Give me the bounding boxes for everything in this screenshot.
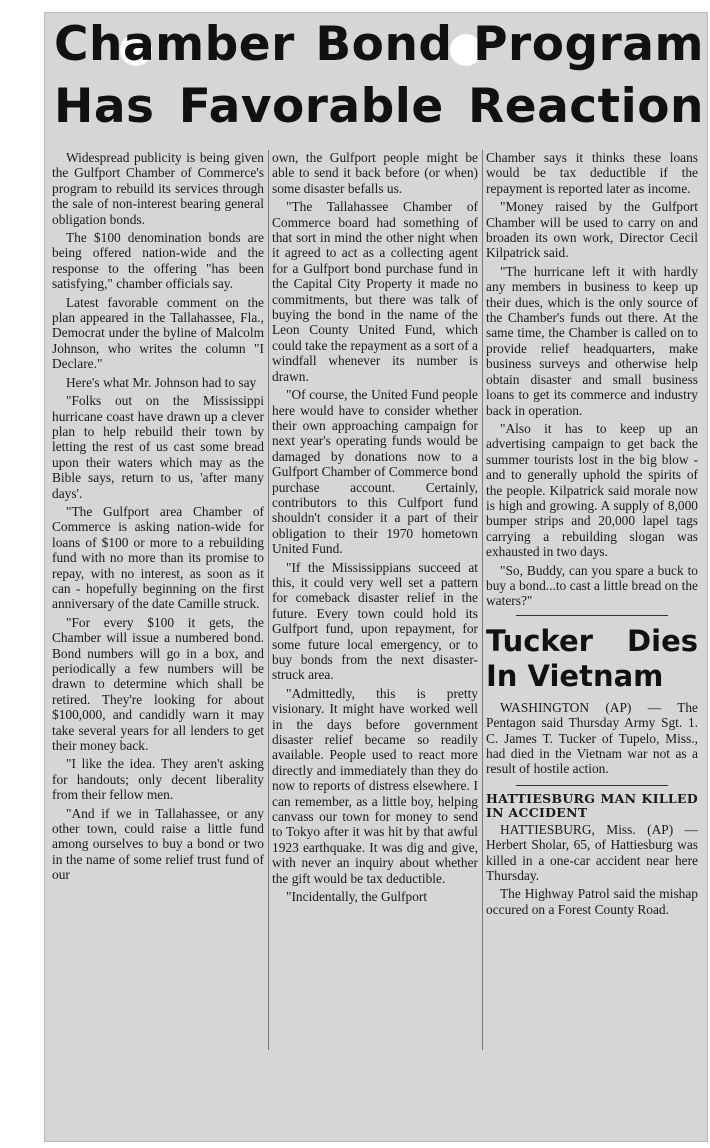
paragraph: "Also it has to keep up an advertising campaign to get back the summer tourists lost in the big blow - and to generally uphold the spirits of the people. Kilpatrick said morale now is high and growing. A supply of 8,000 bumper strips and 20,000 lapel tags carrying a rebuilding slogan was exhausted in two days. [486, 420, 698, 560]
paragraph: "I like the idea. They aren't asking for handouts; only decent liberality from their fellow men. [52, 756, 264, 803]
story3-body: HATTIESBURG, Miss. (AP) — Herbert Sholar, 65, of Hattiesburg was killed in a one-car accident near here Thursday. [486, 821, 698, 884]
paragraph-continued: Chamber says it thinks these loans would be tax deductible if the repayment is reported later as income. [486, 150, 698, 196]
article-column-3 [486, 150, 698, 920]
paragraph: "The Tallahassee Chamber of Commerce board had something of that sort in mind the other night when it agreed to act as a collecting agent for a Gulfport bond purchase fund in the Capital City Property it made no commitments, but there was talk of buying the bond in the name of the Leon County United Fund, which could take the repayment as a sort of a windfall whenever its number is drawn. [272, 199, 478, 384]
paragraph: "The Gulfport area Chamber of Commerce is asking nation-wide for loans of $100 or more to a rebuilding fund with no more than its promise to repay, with no interest, as soon as it can - hopefully beginning on the first anniversary of the date Camille struck. [52, 503, 264, 612]
paragraph: "Admittedly, this is pretty visionary. It might have worked well in the days before government disaster relief became so readily available. People used to react more directly and immediately than they do now to reports of distress elsewhere. I can remember, as a little boy, helping canvass our town for money to send to Tokyo after it was hit by that awful 1923 earthquake. It was dig and give, with never an inquiry about whether the gift would be tax deductible. [272, 685, 478, 886]
paragraph: "If the Mississippians succeed at this, it could very well set a pattern for comeback disaster relief in the future. Every town could hold its Gulfport fund, upon repayment, for some future local emergency, or to buy bonds from the next disaster-struck area. [272, 559, 478, 683]
paragraph: "The hurricane left it with hardly any members in business to keep up their dues, which is the only source of the Chamber's funds out there. At the same time, the Chamber is called on to provide relief headquarters, make business surveys and otherwise help obtain disaster and small business loans to get its commerce and industry back in operation. [486, 263, 698, 418]
column-rule-2 [482, 150, 483, 1050]
paragraph: Here's what Mr. Johnson had to say [66, 374, 257, 390]
paragraph: Widespread publicity is being given the Gulfport Chamber of Commerce's program to rebuild its services through the sale of non-interest bearing general obligation bonds. [52, 150, 264, 227]
story3-headline: HATTIESBURG MAN KILLED IN ACCIDENT [486, 790, 698, 820]
story-divider [516, 785, 668, 786]
paragraph: "And if we in Tallahassee, or any other town, could raise a little fund among ourselves to buy a bond or two in the name of some relief trust fund of our [52, 805, 264, 883]
paragraph: "For every $100 it gets, the Chamber will issue a numbered bond. Bond numbers will go in a box, and periodically a few numbers will be drawn to determine which shall be retired. They're looking for about $100,000, and candidly warn it may take several years for all lenders to get their money back. [52, 614, 264, 754]
paragraph: "Incidentally, the Gulfport [286, 889, 428, 905]
paragraph: Latest favorable comment on the plan appeared in the Tallahassee, Fla., Democrat under the byline of Malcolm Johnson, who writes the column "I Declare." [52, 294, 264, 372]
paragraph-continued: own, the Gulfport people might be able to send it back before (or when) some disaster befalls us. [272, 150, 478, 196]
article-column-2 [272, 150, 478, 908]
story-divider [516, 615, 668, 616]
article-column-1 [52, 150, 264, 886]
paragraph: "Of course, the United Fund people here would have to consider whether their own approaching campaign for next year's operating funds would be damaged by donations now to a Gulfport Chamber of Commerce bond purchase account. Certainly, contributors to this Culfport fund shouldn't consider it a part of their obligation to their 1970 hometown United Fund. [272, 387, 478, 557]
paragraph: The $100 denomination bonds are being offered nation-wide and the response to the offering "has been satisfying," chamber officials say. [52, 230, 264, 292]
main-headline: Chamber Bond Program Has Favorable Reaction [54, 17, 704, 134]
story2-body: WASHINGTON (AP) — The Pentagon said Thursday Army Sgt. 1. C. James T. Tucker of Tupelo, Miss., had died in the Vietnam war not as a result of hostile action. [486, 699, 698, 777]
paragraph: "Folks out on the Mississippi hurricane coast have drawn up a clever plan to help rebuild their town by letting the rest of us cast some bread upon their waters which may as the Bible says, return to us, 'after many days'. [52, 393, 264, 501]
paragraph: "So, Buddy, can you spare a buck to buy a bond...to cast a little bread on the waters?" [486, 562, 698, 609]
story2-headline: Tucker Dies In Vietnam [486, 623, 698, 693]
column-rule-1 [268, 150, 269, 1050]
story3-body: The Highway Patrol said the mishap occured on a Forest County Road. [486, 886, 698, 917]
paragraph: "Money raised by the Gulfport Chamber will be used to carry on and broaden its own work, Director Cecil Kilpatrick said. [486, 199, 698, 261]
